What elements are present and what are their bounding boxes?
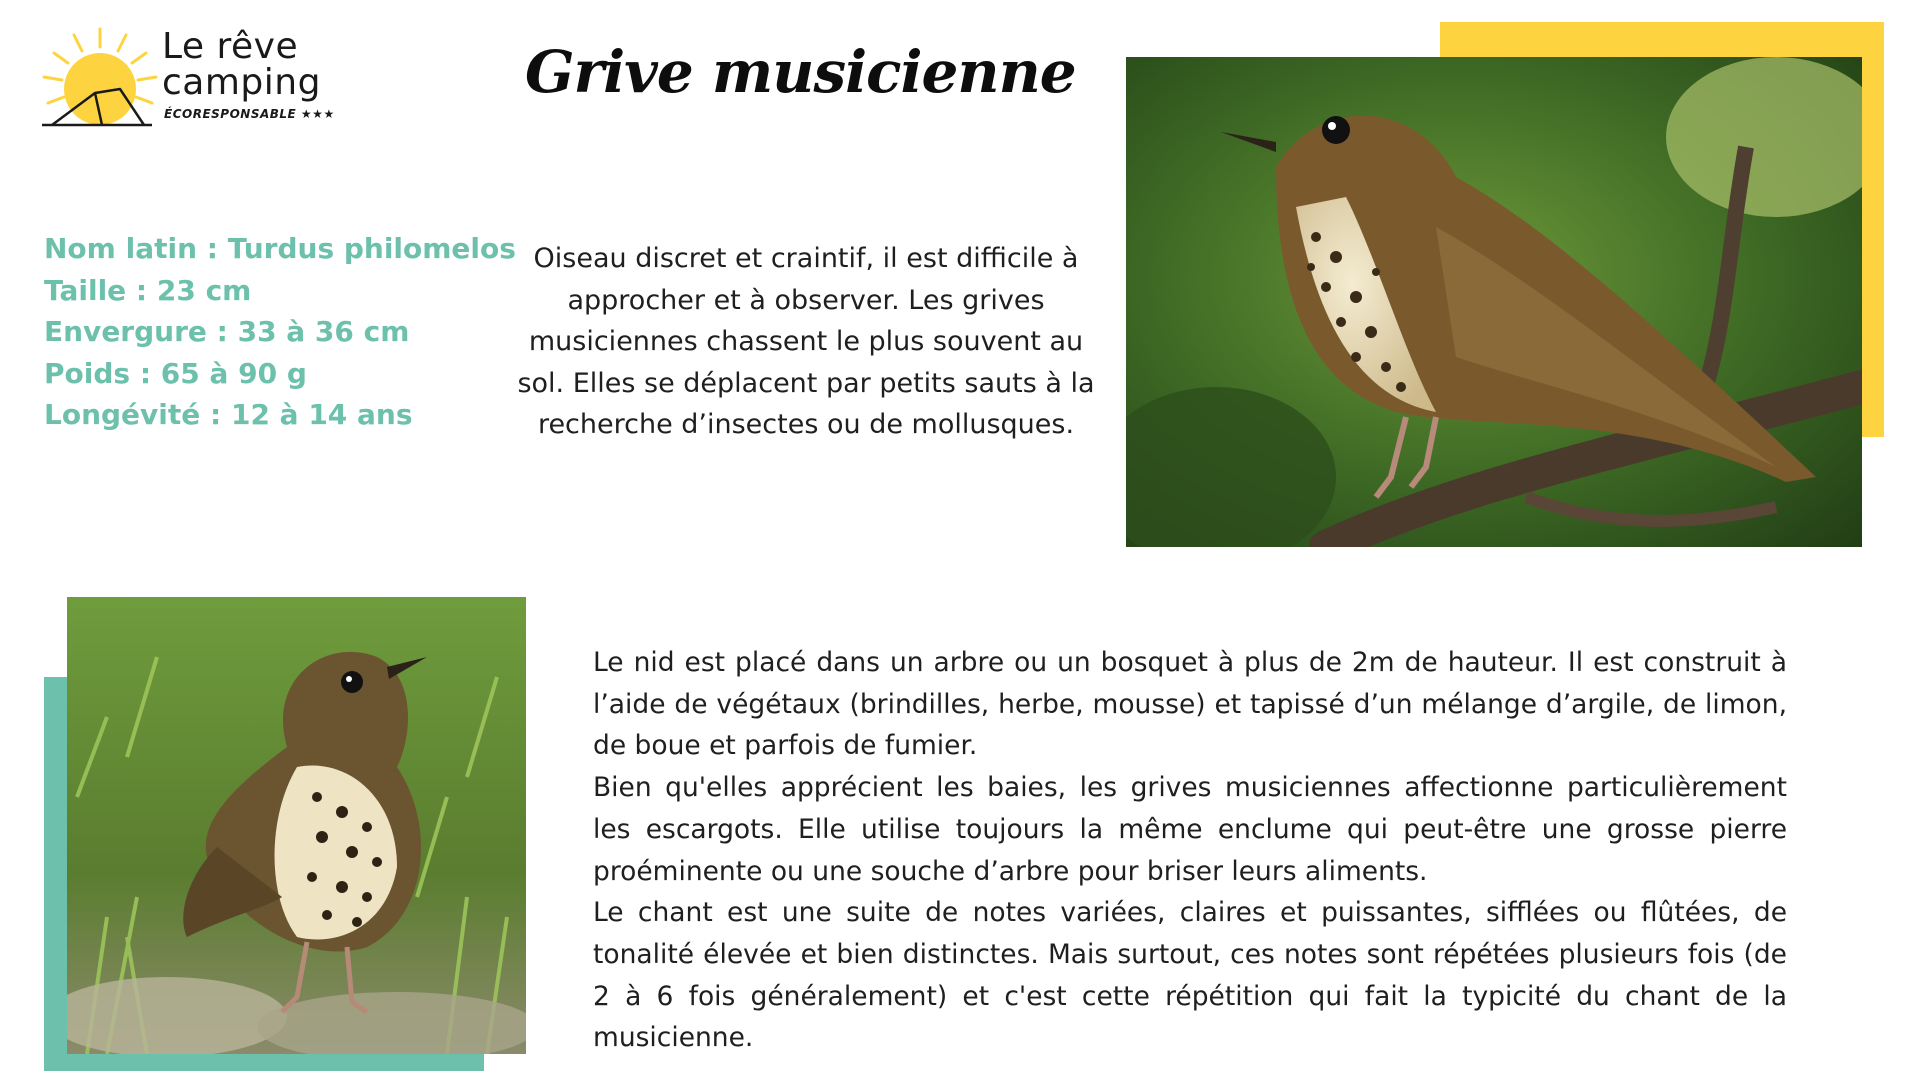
logo-wordmark <box>162 26 321 103</box>
fact-longevity: Longévité : 12 à 14 ans <box>44 398 413 431</box>
logo-tagline: ÉCORESPONSABLE ★★★ <box>164 107 335 121</box>
logo-line-1: Le rêve <box>162 26 299 67</box>
thrush-on-branch-photo <box>1126 57 1862 547</box>
body-text <box>593 642 1787 1059</box>
intro-paragraph: Oiseau discret et craintif, il est difficile à approcher et à observer. Les grives musiciennes chassent le plus souvent au sol. Elles se déplacent par petits sauts à la recherche d’insectes ou de mollusques. <box>517 243 1095 440</box>
body-paragraph-nest: Le nid est placé dans un arbre ou un bosquet à plus de 2m de hauteur. Il est construit à l’aide de végétaux (brindilles, herbe, mousse) et tapissé d’un mélange d’argile, de limon, de boue et parfois de fumier. <box>593 647 1787 762</box>
page-title: Grive musicienne <box>525 38 1076 106</box>
fact-wingspan: Envergure : 33 à 36 cm <box>44 315 410 348</box>
body-paragraph-diet: Bien qu'elles apprécient les baies, les grives musiciennes affectionne particulièrement les escargots. Elle utilise toujours la même enclume qui peut-être une grosse pierre proéminente ou une souche d’arbre pour briser leurs aliments. <box>593 772 1787 887</box>
fact-size: Taille : 23 cm <box>44 273 252 307</box>
thrush-on-ground-photo <box>67 597 526 1054</box>
fact-weight: Poids : 65 à 90 g <box>44 356 307 390</box>
logo-line-2: camping <box>162 62 321 103</box>
species-facts <box>44 228 514 436</box>
sun-tent-logo-icon <box>40 25 160 135</box>
camping-logo <box>40 25 360 135</box>
fact-latin-name: Nom latin : Turdus philomelos <box>44 232 516 265</box>
body-paragraph-song: Le chant est une suite de notes variées, claires et puissantes, sifflées ou flûtées, de tonalité élevée et bien distinctes. Mais surtout, ces notes sont répétées plusieurs fois (de 2 à 6 fois généralement) et c'est cette répétition qui fait la typicité du chant de la musicienne. <box>593 897 1787 1054</box>
